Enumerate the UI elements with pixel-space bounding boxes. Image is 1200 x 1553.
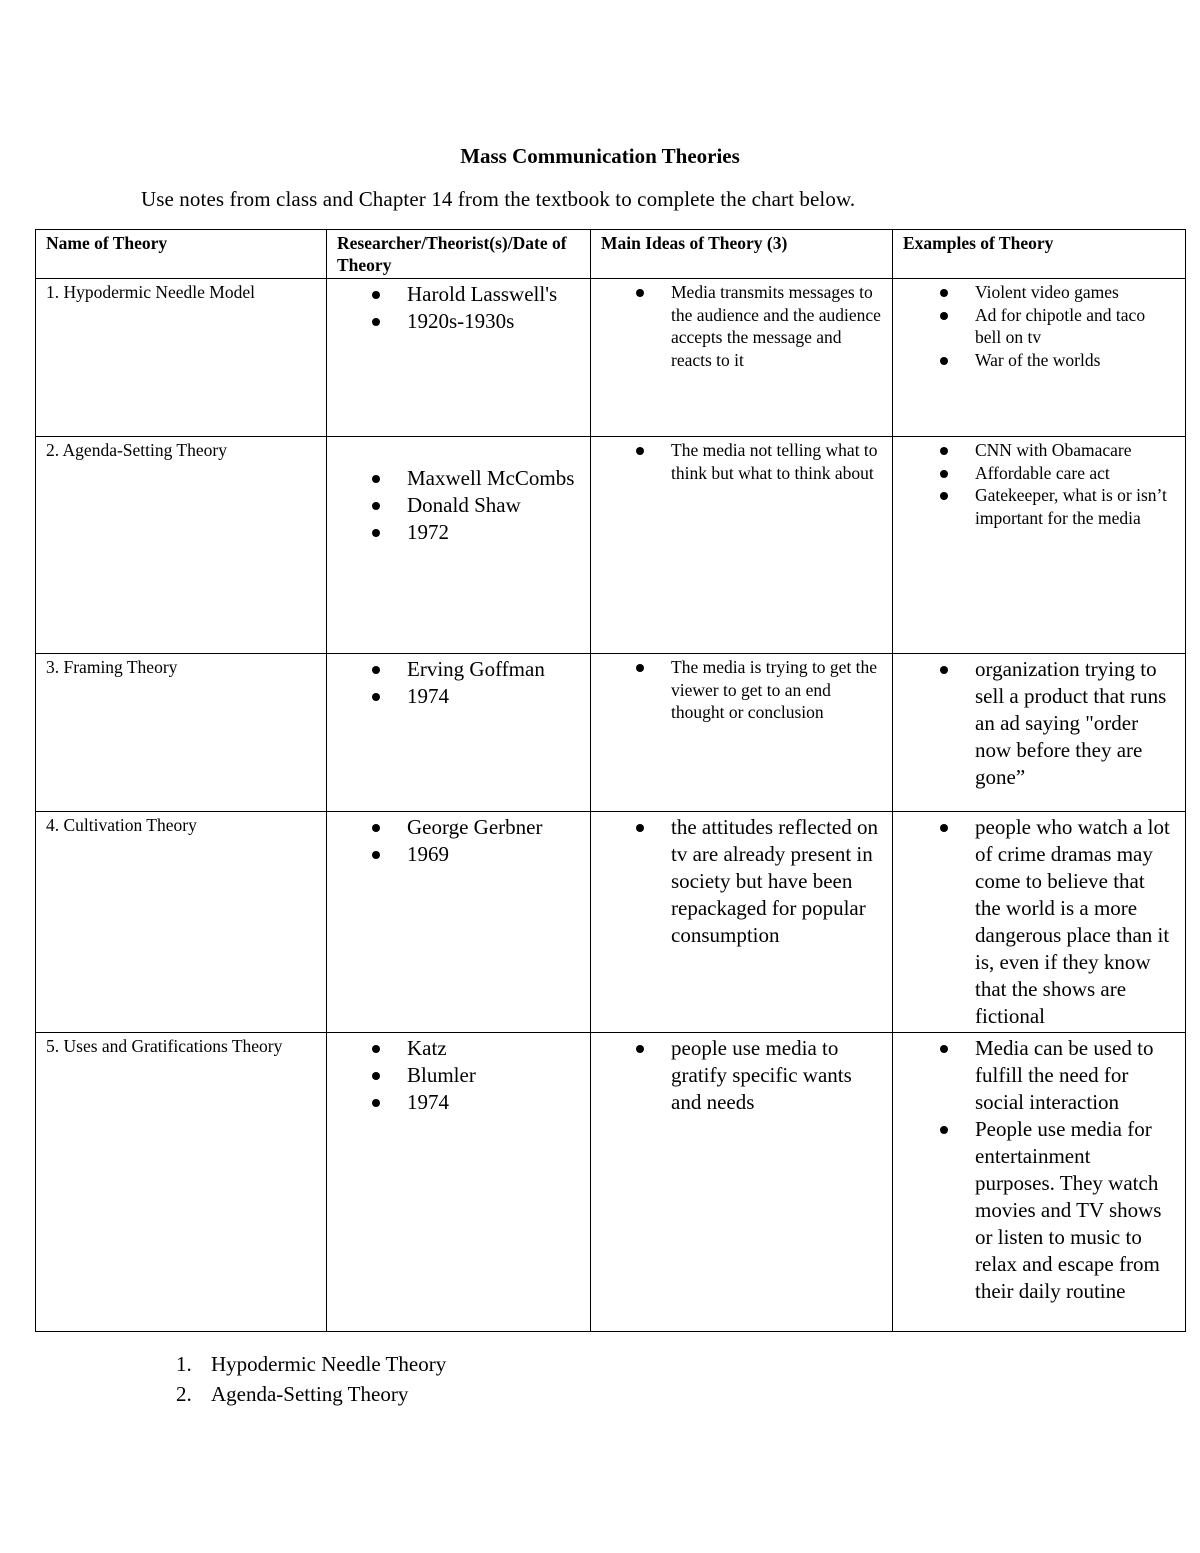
list-item <box>176 1379 446 1409</box>
examples-cell <box>893 279 1186 437</box>
list-item: 1969 <box>337 841 580 868</box>
list-text: Hypodermic Needle Theory <box>211 1352 447 1376</box>
list-item: 1972 <box>337 519 580 546</box>
list-item: Media transmits messages to the audience and the audience accepts the message and reacts to it <box>601 281 882 371</box>
ideas-cell <box>591 437 893 654</box>
list-item: CNN with Obamacare <box>903 439 1175 462</box>
list-item: Blumler <box>337 1062 580 1089</box>
list-item: Katz <box>337 1035 580 1062</box>
list-item: Ad for chipotle and taco bell on tv <box>903 304 1175 349</box>
researcher-cell <box>327 437 591 654</box>
table-header-row <box>36 230 1186 279</box>
ideas-cell <box>591 279 893 437</box>
header-main-ideas: Main Ideas of Theory (3) <box>591 230 893 279</box>
table-row <box>36 437 1186 654</box>
researcher-cell <box>327 1033 591 1332</box>
list-item: Harold Lasswell's <box>337 281 580 308</box>
table-row <box>36 654 1186 812</box>
table-row <box>36 279 1186 437</box>
instructions: Use notes from class and Chapter 14 from the textbook to complete the chart below. <box>141 187 856 211</box>
list-text: Agenda-Setting Theory <box>211 1382 409 1406</box>
list-item: 1974 <box>337 683 580 710</box>
theory-name: 2. Agenda-Setting Theory <box>36 437 327 654</box>
table-row <box>36 1033 1186 1332</box>
list-item: 1920s-1930s <box>337 308 580 335</box>
table-row <box>36 812 1186 1033</box>
header-examples: Examples of Theory <box>893 230 1186 279</box>
list-item: Gatekeeper, what is or isn’t important for the media <box>903 484 1175 529</box>
theory-name: 1. Hypodermic Needle Model <box>36 279 327 437</box>
list-item: organization trying to sell a product that runs an ad saying "order now before they are gone” <box>903 656 1175 791</box>
theories-table <box>35 229 1186 1332</box>
theory-name: 3. Framing Theory <box>36 654 327 812</box>
ideas-cell <box>591 654 893 812</box>
list-item: War of the worlds <box>903 349 1175 372</box>
list-item: George Gerbner <box>337 814 580 841</box>
header-name: Name of Theory <box>36 230 327 279</box>
ideas-cell <box>591 1033 893 1332</box>
list-item: people who watch a lot of crime dramas may come to believe that the world is a more dangerous place than it is, even if they know that the shows are fictional <box>903 814 1175 1030</box>
list-number: 2. <box>176 1382 192 1406</box>
researcher-cell <box>327 654 591 812</box>
list-item: People use media for entertainment purposes. They watch movies and TV shows or listen to music to relax and escape from their daily routine <box>903 1116 1175 1305</box>
examples-cell <box>893 437 1186 654</box>
theory-name: 4. Cultivation Theory <box>36 812 327 1033</box>
list-item <box>176 1349 446 1379</box>
theory-list <box>176 1349 446 1409</box>
list-item: Affordable care act <box>903 462 1175 485</box>
researcher-cell <box>327 279 591 437</box>
list-number: 1. <box>176 1352 192 1376</box>
examples-cell <box>893 654 1186 812</box>
list-item: The media not telling what to think but what to think about <box>601 439 882 484</box>
list-item: Erving Goffman <box>337 656 580 683</box>
list-item: Donald Shaw <box>337 492 580 519</box>
theory-name: 5. Uses and Gratifications Theory <box>36 1033 327 1332</box>
examples-cell <box>893 1033 1186 1332</box>
list-item: The media is trying to get the viewer to get to an end thought or conclusion <box>601 656 882 724</box>
examples-cell <box>893 812 1186 1033</box>
list-item: 1974 <box>337 1089 580 1116</box>
list-item: the attitudes reflected on tv are already present in society but have been repackaged for popular consumption <box>601 814 882 949</box>
list-item: Media can be used to fulfill the need for social interaction <box>903 1035 1175 1116</box>
ideas-cell <box>591 812 893 1033</box>
list-item: Violent video games <box>903 281 1175 304</box>
list-item: Maxwell McCombs <box>337 465 580 492</box>
page-title: Mass Communication Theories <box>460 144 740 168</box>
researcher-cell <box>327 812 591 1033</box>
list-item: people use media to gratify specific wants and needs <box>601 1035 882 1116</box>
header-researcher: Researcher/Theorist(s)/Date of Theory <box>327 230 591 279</box>
